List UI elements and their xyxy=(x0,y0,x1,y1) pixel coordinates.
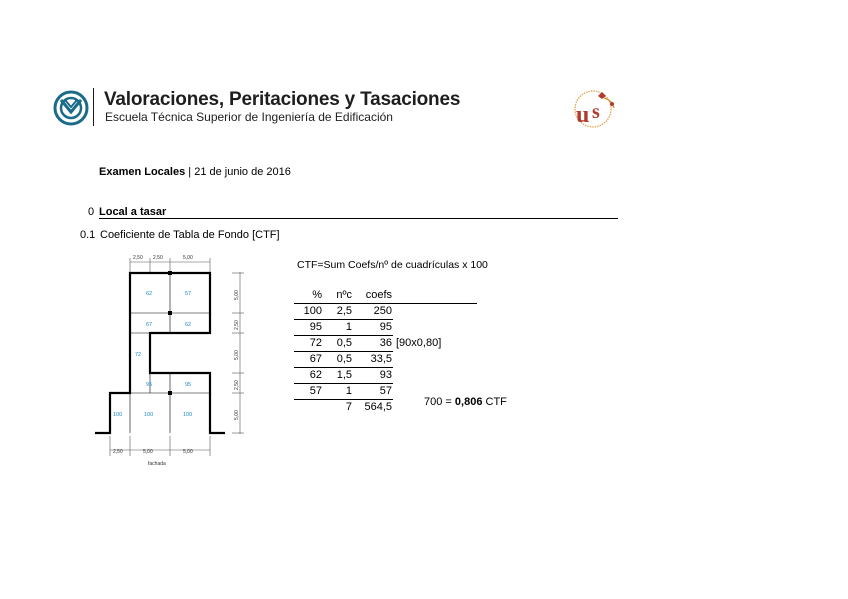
column-header: nºc xyxy=(323,288,353,304)
table-header-row xyxy=(294,288,477,304)
cell-label: 62 xyxy=(146,291,153,297)
total-pct xyxy=(294,400,323,416)
cell-label: 67 xyxy=(146,322,153,328)
result-lhs: 700 xyxy=(424,396,443,408)
cell-label: 100 xyxy=(144,412,154,418)
cell-coef: 95 xyxy=(353,320,393,336)
exam-separator: | xyxy=(188,166,192,178)
table-row xyxy=(294,320,477,336)
cell-label: 95 xyxy=(185,382,192,388)
dim-right-4: 2,50 xyxy=(234,380,240,390)
column-header: coefs xyxy=(353,288,393,304)
dim-right-3: 5,00 xyxy=(234,350,240,360)
dim-right-5: 5,00 xyxy=(234,410,240,420)
exam-date: 21 de junio de 2016 xyxy=(194,166,291,178)
cell-pct: 100 xyxy=(294,304,323,320)
cell-coef: 93 xyxy=(353,368,393,384)
result-equals: = xyxy=(445,396,452,408)
dim-top-1: 2,50 xyxy=(133,255,143,261)
subsection-title: Coeficiente de Tabla de Fondo [CTF] xyxy=(100,229,280,241)
cell-coef: 250 xyxy=(353,304,393,320)
dim-top-3: 5,00 xyxy=(183,255,193,261)
cell-note xyxy=(393,368,477,384)
cell-coef: 57 xyxy=(353,384,393,400)
table-row xyxy=(294,304,477,320)
cell-label: 100 xyxy=(183,412,193,418)
column-header: % xyxy=(294,288,323,304)
table-row xyxy=(294,352,477,368)
section-number: 0 xyxy=(88,206,95,218)
dim-right-2: 2,50 xyxy=(234,320,240,330)
section-rule xyxy=(99,218,618,219)
total-coef: 564,5 xyxy=(353,400,393,416)
cell-nc: 1 xyxy=(323,320,353,336)
school-logo-icon xyxy=(53,90,89,126)
cell-nc: 0,5 xyxy=(323,336,353,352)
result-unit: CTF xyxy=(485,396,507,408)
cell-nc: 0,5 xyxy=(323,352,353,368)
cell-note xyxy=(393,304,477,320)
header-divider xyxy=(93,88,94,126)
exam-info xyxy=(99,166,291,178)
svg-text:u: u xyxy=(576,102,590,128)
dim-right-1: 5,00 xyxy=(234,290,240,300)
cell-pct: 67 xyxy=(294,352,323,368)
total-nc: 7 xyxy=(323,400,353,416)
section-title: Local a tasar xyxy=(99,206,167,218)
table-row xyxy=(294,368,477,384)
cell-note: [90x0,80] xyxy=(396,337,442,349)
cell-coef: 33,5 xyxy=(353,352,393,368)
dim-top-2: 2,50 xyxy=(153,255,163,261)
cell-note xyxy=(393,352,477,368)
svg-text:s: s xyxy=(592,101,600,123)
dim-bottom-2: 5,00 xyxy=(143,449,153,455)
cell-label: 62 xyxy=(185,322,192,328)
cell-coef: 36 xyxy=(353,336,393,352)
cell-nc: 1,5 xyxy=(323,368,353,384)
cell-label: 72 xyxy=(135,352,142,358)
cell-label: 57 xyxy=(185,291,192,297)
cell-label: 95 xyxy=(146,382,153,388)
cell-nc: 1 xyxy=(323,384,353,400)
ctf-result xyxy=(424,396,507,408)
floor-plan xyxy=(90,250,250,472)
subsection-number: 0.1 xyxy=(80,229,96,241)
page-title: Valoraciones, Peritaciones y Tasaciones xyxy=(104,89,461,110)
cell-note xyxy=(393,320,477,336)
university-seal-icon xyxy=(568,88,626,130)
plan-bottom-label: fachada xyxy=(148,461,166,467)
dim-bottom-1: 2,50 xyxy=(113,449,123,455)
cell-pct: 62 xyxy=(294,368,323,384)
exam-label: Examen Locales xyxy=(99,166,186,178)
cell-nc: 2,5 xyxy=(323,304,353,320)
cell-pct: 57 xyxy=(294,384,323,400)
result-value: 0,806 xyxy=(454,396,483,408)
dim-bottom-3: 5,00 xyxy=(183,449,193,455)
cell-pct: 95 xyxy=(294,320,323,336)
cell-label: 100 xyxy=(113,412,123,418)
ctf-formula: CTF=Sum Coefs/nº de cuadrículas x 100 xyxy=(297,259,488,271)
table-row xyxy=(294,336,477,352)
cell-pct: 72 xyxy=(294,336,323,352)
page-subtitle: Escuela Técnica Superior de Ingeniería de Edificación xyxy=(105,110,393,124)
